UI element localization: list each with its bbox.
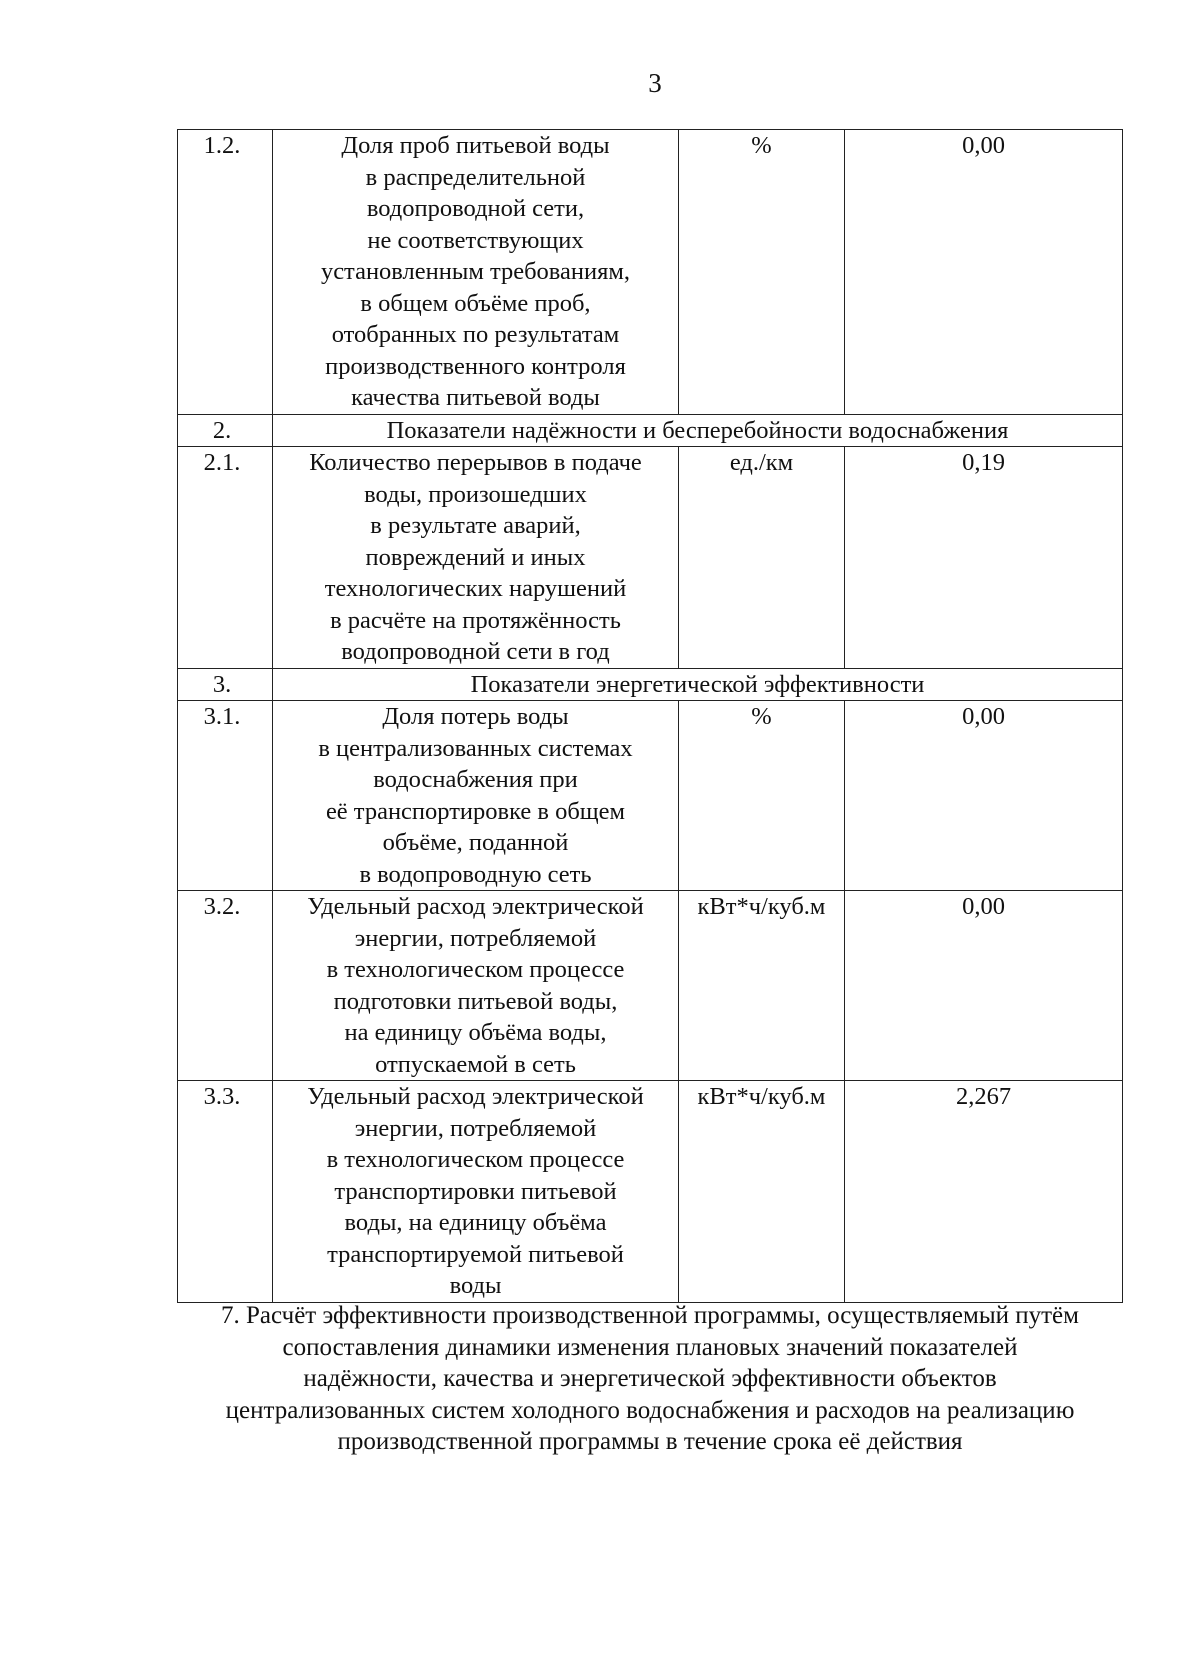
indicator-name-line: на единицу объёма воды, [344, 1019, 607, 1046]
paragraph-line: надёжности, качества и энергетической эффективности объектов [303, 1365, 997, 1392]
section-row [178, 668, 1123, 701]
indicator-name-line: Удельный расход электрической [307, 1083, 644, 1110]
indicators-table [177, 129, 1123, 1303]
indicator-unit: % [679, 130, 845, 415]
paragraph-line: централизованных систем холодного водоснабжения и расходов на реализацию [225, 1396, 1075, 1424]
indicator-name-line: транспортируемой питьевой [327, 1240, 624, 1268]
table-row [178, 701, 1123, 891]
indicator-value: 0,19 [845, 447, 1123, 669]
indicator-unit: кВт*ч/куб.м [679, 891, 845, 1081]
indicator-name-line: производственного контроля [325, 352, 626, 380]
table-row [178, 891, 1123, 1081]
indicator-name-line: объёме, поданной [382, 829, 569, 856]
row-number: 3. [178, 668, 273, 701]
indicator-name-line: качества питьевой воды [351, 384, 600, 411]
indicator-name [273, 891, 679, 1081]
indicator-name-line: в централизованных системах [318, 734, 633, 762]
table-row [178, 447, 1123, 669]
indicator-name [273, 701, 679, 891]
row-number: 3.3. [178, 1081, 273, 1303]
paragraph-line: 7. Расчёт эффективности производственной программы, осуществляемый путём [221, 1302, 1079, 1329]
indicator-name-line: в технологическом процессе [326, 1146, 625, 1173]
indicator-name-line: её транспортировке в общем [325, 797, 626, 825]
paragraph-line: сопоставления динамики изменения плановых значений показателей [282, 1333, 1018, 1361]
indicator-name-line: воды, произошедших [364, 480, 587, 508]
row-number: 1.2. [178, 130, 273, 415]
indicator-value: 2,267 [845, 1081, 1123, 1303]
indicators-table-body [178, 130, 1123, 1303]
indicator-name-line: воды [449, 1272, 502, 1299]
indicator-value: 0,00 [845, 130, 1123, 415]
indicator-name [273, 447, 679, 669]
indicator-name-line: установленным требованиям, [320, 258, 631, 285]
indicator-name-line: Количество перерывов в подаче [309, 449, 642, 476]
table-row [178, 130, 1123, 415]
indicator-name [273, 1081, 679, 1303]
indicator-unit: кВт*ч/куб.м [679, 1081, 845, 1303]
section-row [178, 414, 1123, 447]
indicator-name-line: не соответствующих [367, 226, 584, 254]
indicator-name-line: воды, на единицу объёма [344, 1209, 607, 1236]
paragraph-line: производственной программы в течение срока её действия [337, 1428, 963, 1455]
section-title: Показатели надёжности и бесперебойности водоснабжения [273, 414, 1123, 447]
indicator-unit: ед./км [679, 447, 845, 669]
indicator-name-line: в водопроводную сеть [359, 860, 592, 888]
indicator-name-line: в расчёте на протяжённость [330, 606, 621, 634]
section-7-heading [160, 1300, 1140, 1458]
indicator-unit: % [679, 701, 845, 891]
indicator-name-line: в общем объёме проб, [360, 289, 591, 317]
indicator-name-line: водопроводной сети в год [341, 638, 610, 665]
page-number: 3 [648, 68, 662, 98]
indicator-name-line: в результате аварий, [370, 512, 581, 539]
indicator-name-line: повреждений и иных [365, 543, 586, 571]
row-number: 3.2. [178, 891, 273, 1081]
indicator-name-line: Доля потерь воды [382, 703, 569, 730]
indicator-name-line: транспортировки питьевой [334, 1177, 617, 1205]
indicator-name-line: водопроводной сети, [366, 195, 585, 222]
indicator-value: 0,00 [845, 891, 1123, 1081]
row-number: 2.1. [178, 447, 273, 669]
indicator-name-line: Доля проб питьевой воды [341, 132, 610, 159]
indicator-name-line: Удельный расход электрической [307, 893, 644, 920]
indicator-name-line: технологических нарушений [324, 575, 627, 602]
indicator-name-line: энергии, потребляемой [354, 1114, 597, 1142]
indicator-name-line: в распределительной [365, 163, 586, 191]
indicator-name-line: отпускаемой в сеть [375, 1050, 576, 1078]
indicator-name-line: в технологическом процессе [326, 956, 625, 983]
indicator-name [273, 130, 679, 415]
indicator-name-line: подготовки питьевой воды, [333, 987, 618, 1015]
table-row [178, 1081, 1123, 1303]
indicator-name-line: отобранных по результатам [331, 321, 620, 348]
section-title: Показатели энергетической эффективности [273, 668, 1123, 701]
row-number: 2. [178, 414, 273, 447]
indicator-name-line: водоснабжения при [373, 766, 578, 793]
indicator-value: 0,00 [845, 701, 1123, 891]
indicator-name-line: энергии, потребляемой [354, 924, 597, 952]
row-number: 3.1. [178, 701, 273, 891]
